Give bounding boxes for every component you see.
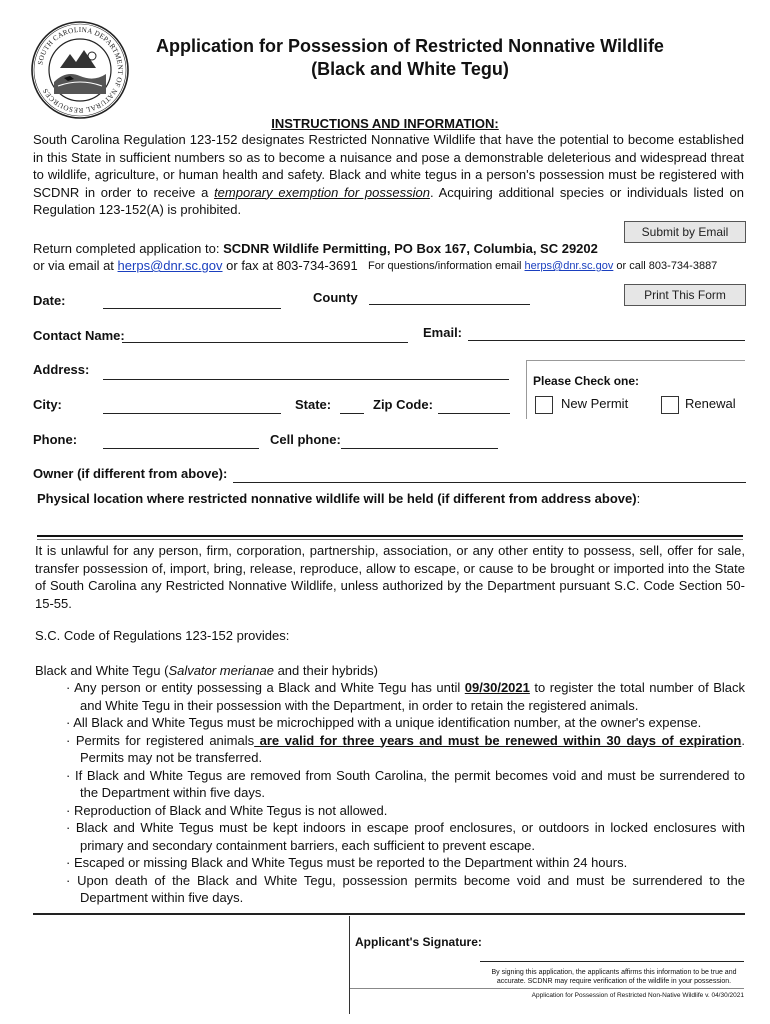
contact-name-field[interactable] [122,342,408,343]
footer-divider [350,988,744,989]
questions-phone: or call 803-734-3887 [613,260,718,272]
form-version-footer: Application for Possession of Restricted Non-Native Wildlife v. 04/30/2021 [531,992,744,999]
phone-label: Phone: [33,432,78,447]
email-field[interactable] [468,340,745,341]
instructions-text-start: South Carolina Regulation 123-152 designates Restricted Nonnative Wildlife that have the potential to become established in this State in sufficient numbers so as to become a nuisance and pose a demonstrable deleterious and widespread threat to wildlife, agriculture, or human health and safety. Black and white tegus in a person's possession must be registered with SCDNR in order to receive a [33,132,744,200]
signature-field[interactable] [480,961,744,962]
new-permit-checkbox[interactable] [535,396,553,414]
zip-code-label: Zip Code: [373,397,433,412]
return-address-line [33,241,598,256]
svg-text:SOUTH CAROLINA DEPARTMENT OF N: SOUTH CAROLINA DEPARTMENT OF NATURAL RESOURCES [36,25,125,115]
return-prefix: Return completed application to: [33,241,224,256]
zip-code-field[interactable] [438,413,510,414]
state-field[interactable] [340,413,364,414]
physical-location-line [37,491,640,506]
address-field[interactable] [103,379,509,380]
submit-by-email-button[interactable]: Submit by Email [624,221,746,243]
bullet-1-end: to register the total number of Black and White Tegu in their possession with the Department, in order to retain the registered animals. [80,680,746,713]
deadline-date: 09/30/2021 [464,680,530,695]
regulation-list [45,679,745,907]
please-check-heading: Please Check one: [533,374,640,388]
questions-line [368,260,717,272]
unlawful-paragraph: It is unlawful for any person, firm, corporation, partnership, association, or any other entity to possess, sell, offer for sale, transfer possession of, import, bring, release, reproduce, allow to escape, or cause to be brought or imported into the State of South Carolina any Restricted Nonnative Wildlife, unless authorized by the Department pursuant S.C. Code Section 50-15-55. [35,543,745,611]
species-scientific-name: Salvator merianae [168,663,274,678]
print-form-button[interactable]: Print This Form [624,284,746,306]
bullet-3-end: . Permits may not be transferred. [80,732,745,765]
address-label: Address: [33,362,90,377]
signature-note: By signing this application, the applicants affirms this information to be true and accurate. SCDNR may require verification of the wildlife in your possession. [491,969,737,985]
questions-email-link[interactable]: herps@dnr.sc.gov [524,260,614,272]
code-provides-text: S.C. Code of Regulations 123-152 provides: [35,628,290,643]
email-prefix: or via email at [33,258,118,273]
owner-field[interactable] [233,482,746,483]
phone-field[interactable] [103,448,259,449]
list-item: · Reproduction of Black and White Tegus is not allowed. [66,802,388,818]
return-email-line [33,258,358,273]
temporary-exemption-text: temporary exemption for possession [214,184,430,200]
list-item: · Upon death of the Black and White Tegu, possession permits become void and must be surrendered to the Department within five days. [66,872,745,905]
city-label: City: [33,397,62,412]
form-title-line1: Application for Possession of Restricted Nonnative Wildlife [156,36,664,56]
physical-location-field[interactable] [37,535,743,537]
instructions-paragraph [33,131,744,219]
cell-phone-field[interactable] [341,448,498,449]
questions-prefix: For questions/information email [368,260,525,272]
date-label: Date: [33,293,66,308]
contact-name-label: Contact Name: [33,328,125,343]
owner-label: Owner (if different from above): [33,466,228,481]
fax-text: or fax at 803-734-3691 [222,258,358,273]
bullet-3-start: · Permits for registered animals [66,732,255,748]
physical-location-colon: : [636,491,641,506]
instructions-heading: INSTRUCTIONS AND INFORMATION: [271,116,499,131]
form-title-line2: (Black and White Tegu) [311,59,509,79]
signature-label: Applicant's Signature: [355,935,482,949]
bullet-1-start: · Any person or entity possessing a Black and White Tegu has until [66,680,465,695]
list-item: · All Black and White Tegus must be microchipped with a unique identification number, at the owner's expense. [66,715,702,730]
return-address: SCDNR Wildlife Permitting, PO Box 167, Columbia, SC 29202 [223,241,598,256]
county-label: County [313,290,358,305]
species-heading [35,662,378,680]
email-label: Email: [423,325,463,340]
list-item: · If Black and White Tegus are removed from South Carolina, the permit becomes void and must be surrendered to the Department within five days. [66,767,745,800]
list-item: · Black and White Tegus must be kept indoors in escape proof enclosures, or outdoors in locked enclosures with primary and secondary containment barriers, each sufficient to prevent escape. [66,820,745,853]
date-field[interactable] [103,308,281,309]
cell-phone-label: Cell phone: [270,432,341,447]
renewal-label: Renewal [685,396,736,411]
list-item [45,679,745,714]
county-field[interactable] [369,304,530,305]
species-end: and their hybrids) [273,663,379,678]
species-start: Black and White Tegu ( [35,663,169,678]
instructions-text-end: . Acquiring additional species or individuals listed on Regulation 123-152(A) is prohibited. [33,184,744,217]
physical-location-label: Physical location where restricted nonnative wildlife will be held (if different from address above) [37,491,637,506]
scdnr-seal-logo [30,20,130,120]
state-label: State: [295,397,332,412]
herps-email-link[interactable]: herps@dnr.sc.gov [117,258,223,273]
list-item: · Escaped or missing Black and White Tegus must be reported to the Department within 24 hours. [66,855,628,870]
physical-location-underline [37,539,743,540]
list-item [45,732,745,767]
renewal-checkbox[interactable] [661,396,679,414]
signature-box [349,916,745,1014]
city-field[interactable] [103,413,281,414]
new-permit-label: New Permit [561,396,629,411]
bullet-3-bold: are valid for three years and must be renewed within 30 days of expiration [254,732,742,748]
section-divider [33,913,745,915]
